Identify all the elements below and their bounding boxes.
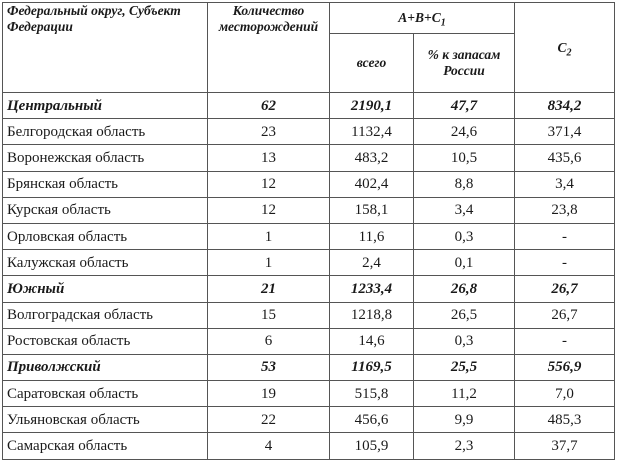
cell-total: 2,4 (330, 250, 414, 276)
cell-c2: 556,9 (515, 354, 615, 380)
cell-percent: 3,4 (414, 197, 515, 223)
cell-c2: 435,6 (515, 145, 615, 171)
cell-name: Волгоградская область (3, 302, 208, 328)
cell-deposit-count: 62 (208, 93, 330, 119)
cell-deposit-count: 1 (208, 223, 330, 249)
table-row (3, 223, 615, 249)
cell-deposit-count: 4 (208, 433, 330, 459)
cell-deposit-count: 12 (208, 197, 330, 223)
cell-total: 402,4 (330, 171, 414, 197)
cell-c2: 26,7 (515, 302, 615, 328)
header-percent-russia: % к запасам России (414, 34, 515, 93)
reserves-table (2, 2, 615, 460)
cell-percent: 8,8 (414, 171, 515, 197)
cell-percent: 11,2 (414, 381, 515, 407)
cell-percent: 26,5 (414, 302, 515, 328)
cell-percent: 0,1 (414, 250, 515, 276)
cell-c2: 371,4 (515, 119, 615, 145)
cell-name: Приволжский (3, 354, 208, 380)
cell-percent: 9,9 (414, 407, 515, 433)
cell-deposit-count: 15 (208, 302, 330, 328)
cell-total: 105,9 (330, 433, 414, 459)
cell-c2: 23,8 (515, 197, 615, 223)
cell-total: 14,6 (330, 328, 414, 354)
table-row (3, 433, 615, 459)
table-row (3, 302, 615, 328)
cell-c2: - (515, 328, 615, 354)
table-row (3, 381, 615, 407)
cell-name: Ульяновская область (3, 407, 208, 433)
cell-deposit-count: 13 (208, 145, 330, 171)
cell-name: Южный (3, 276, 208, 302)
cell-c2: 3,4 (515, 171, 615, 197)
cell-percent: 26,8 (414, 276, 515, 302)
cell-deposit-count: 19 (208, 381, 330, 407)
cell-name: Курская область (3, 197, 208, 223)
district-row (3, 354, 615, 380)
district-row (3, 276, 615, 302)
district-row (3, 93, 615, 119)
header-abc-subscript: 1 (440, 17, 446, 29)
cell-total: 1132,4 (330, 119, 414, 145)
cell-name: Калужская область (3, 250, 208, 276)
cell-c2: 7,0 (515, 381, 615, 407)
header-abc-label: A+B+C (398, 10, 441, 25)
cell-total: 483,2 (330, 145, 414, 171)
cell-c2: 26,7 (515, 276, 615, 302)
cell-total: 2190,1 (330, 93, 414, 119)
cell-percent: 10,5 (414, 145, 515, 171)
table-row (3, 328, 615, 354)
cell-percent: 2,3 (414, 433, 515, 459)
header-c2-subscript: 2 (566, 47, 572, 59)
cell-deposit-count: 22 (208, 407, 330, 433)
cell-percent: 25,5 (414, 354, 515, 380)
cell-percent: 24,6 (414, 119, 515, 145)
cell-c2: 834,2 (515, 93, 615, 119)
cell-deposit-count: 1 (208, 250, 330, 276)
cell-total: 1233,4 (330, 276, 414, 302)
table-row (3, 197, 615, 223)
cell-name: Брянская область (3, 171, 208, 197)
cell-name: Центральный (3, 93, 208, 119)
cell-name: Саратовская область (3, 381, 208, 407)
header-c2 (515, 3, 615, 93)
cell-total: 456,6 (330, 407, 414, 433)
table-row (3, 250, 615, 276)
cell-total: 11,6 (330, 223, 414, 249)
cell-c2: - (515, 250, 615, 276)
header-total: всего (330, 34, 414, 93)
cell-c2: 485,3 (515, 407, 615, 433)
header-subject: Федеральный округ, Субъект Федерации (3, 3, 208, 93)
cell-deposit-count: 6 (208, 328, 330, 354)
cell-name: Ростовская область (3, 328, 208, 354)
cell-total: 1169,5 (330, 354, 414, 380)
cell-deposit-count: 53 (208, 354, 330, 380)
cell-name: Самарская область (3, 433, 208, 459)
table-header (3, 3, 615, 93)
cell-total: 1218,8 (330, 302, 414, 328)
cell-deposit-count: 12 (208, 171, 330, 197)
cell-name: Белгородская область (3, 119, 208, 145)
cell-percent: 0,3 (414, 223, 515, 249)
header-c2-label: C (557, 39, 567, 55)
table-row (3, 407, 615, 433)
header-abc-group (330, 3, 515, 34)
cell-total: 515,8 (330, 381, 414, 407)
reserves-table-container (2, 2, 614, 460)
cell-c2: 37,7 (515, 433, 615, 459)
cell-c2: - (515, 223, 615, 249)
cell-name: Орловская область (3, 223, 208, 249)
cell-deposit-count: 21 (208, 276, 330, 302)
table-body (3, 93, 615, 460)
cell-percent: 0,3 (414, 328, 515, 354)
table-row (3, 171, 615, 197)
cell-percent: 47,7 (414, 93, 515, 119)
table-row (3, 119, 615, 145)
header-deposit-count: Количество месторождений (208, 3, 330, 93)
cell-total: 158,1 (330, 197, 414, 223)
cell-name: Воронежская область (3, 145, 208, 171)
cell-deposit-count: 23 (208, 119, 330, 145)
table-row (3, 145, 615, 171)
